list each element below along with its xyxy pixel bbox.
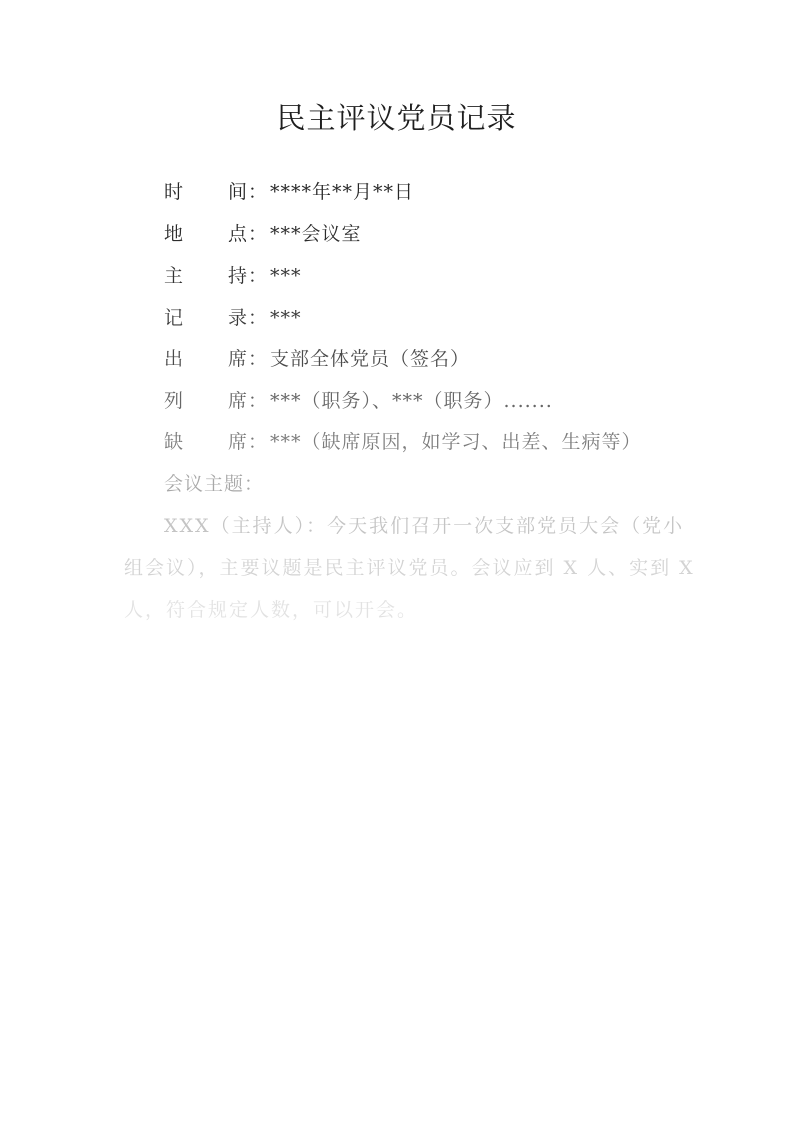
field-label-char-1: 地 bbox=[164, 223, 184, 245]
field-value-absentees: ***（缺席原因，如学习、出差、生病等） bbox=[270, 431, 642, 453]
field-value-attendees: 支部全体党员（签名） bbox=[270, 348, 471, 370]
field-separator: ： bbox=[248, 390, 268, 412]
field-label-char-2: 录 bbox=[228, 307, 248, 329]
field-value-recorder: *** bbox=[270, 307, 302, 329]
field-value-time: ****年**月**日 bbox=[270, 181, 415, 203]
field-separator: ： bbox=[248, 307, 268, 329]
field-label-char-2: 席 bbox=[228, 431, 248, 453]
field-label-char-1: 时 bbox=[164, 181, 184, 203]
field-label-char-1: 缺 bbox=[164, 431, 184, 453]
field-label-char-2: 席 bbox=[228, 348, 248, 370]
field-separator: ： bbox=[248, 431, 268, 453]
field-separator: ： bbox=[248, 348, 268, 370]
body-line: 人，符合规定人数，可以开会。 bbox=[124, 599, 419, 621]
field-label-char-1: 记 bbox=[164, 307, 184, 329]
field-label-char-2: 间 bbox=[228, 181, 248, 203]
field-label-char-1: 列 bbox=[164, 390, 184, 412]
field-separator: ： bbox=[248, 223, 268, 245]
field-label-char-2: 持 bbox=[228, 265, 248, 287]
document-title: 民主评议党员记录 bbox=[276, 101, 517, 135]
field-separator: ： bbox=[248, 181, 268, 203]
field-separator: ： bbox=[248, 265, 268, 287]
meeting-topic-label: 会议主题： bbox=[164, 473, 265, 495]
field-value-location: ***会议室 bbox=[270, 223, 362, 245]
body-line: 组会议），主要议题是民主评议党员。会议应到 X 人、实到 X bbox=[124, 557, 695, 579]
field-value-host: *** bbox=[270, 265, 302, 287]
field-label-char-2: 席 bbox=[228, 390, 248, 412]
field-label-char-1: 出 bbox=[164, 348, 184, 370]
body-line: XXX（主持人）：今天我们召开一次支部党员大会（党小 bbox=[164, 515, 685, 537]
field-label-char-2: 点 bbox=[228, 223, 248, 245]
field-value-observers: ***（职务）、***（职务）....... bbox=[270, 390, 553, 412]
field-label-char-1: 主 bbox=[164, 265, 184, 287]
